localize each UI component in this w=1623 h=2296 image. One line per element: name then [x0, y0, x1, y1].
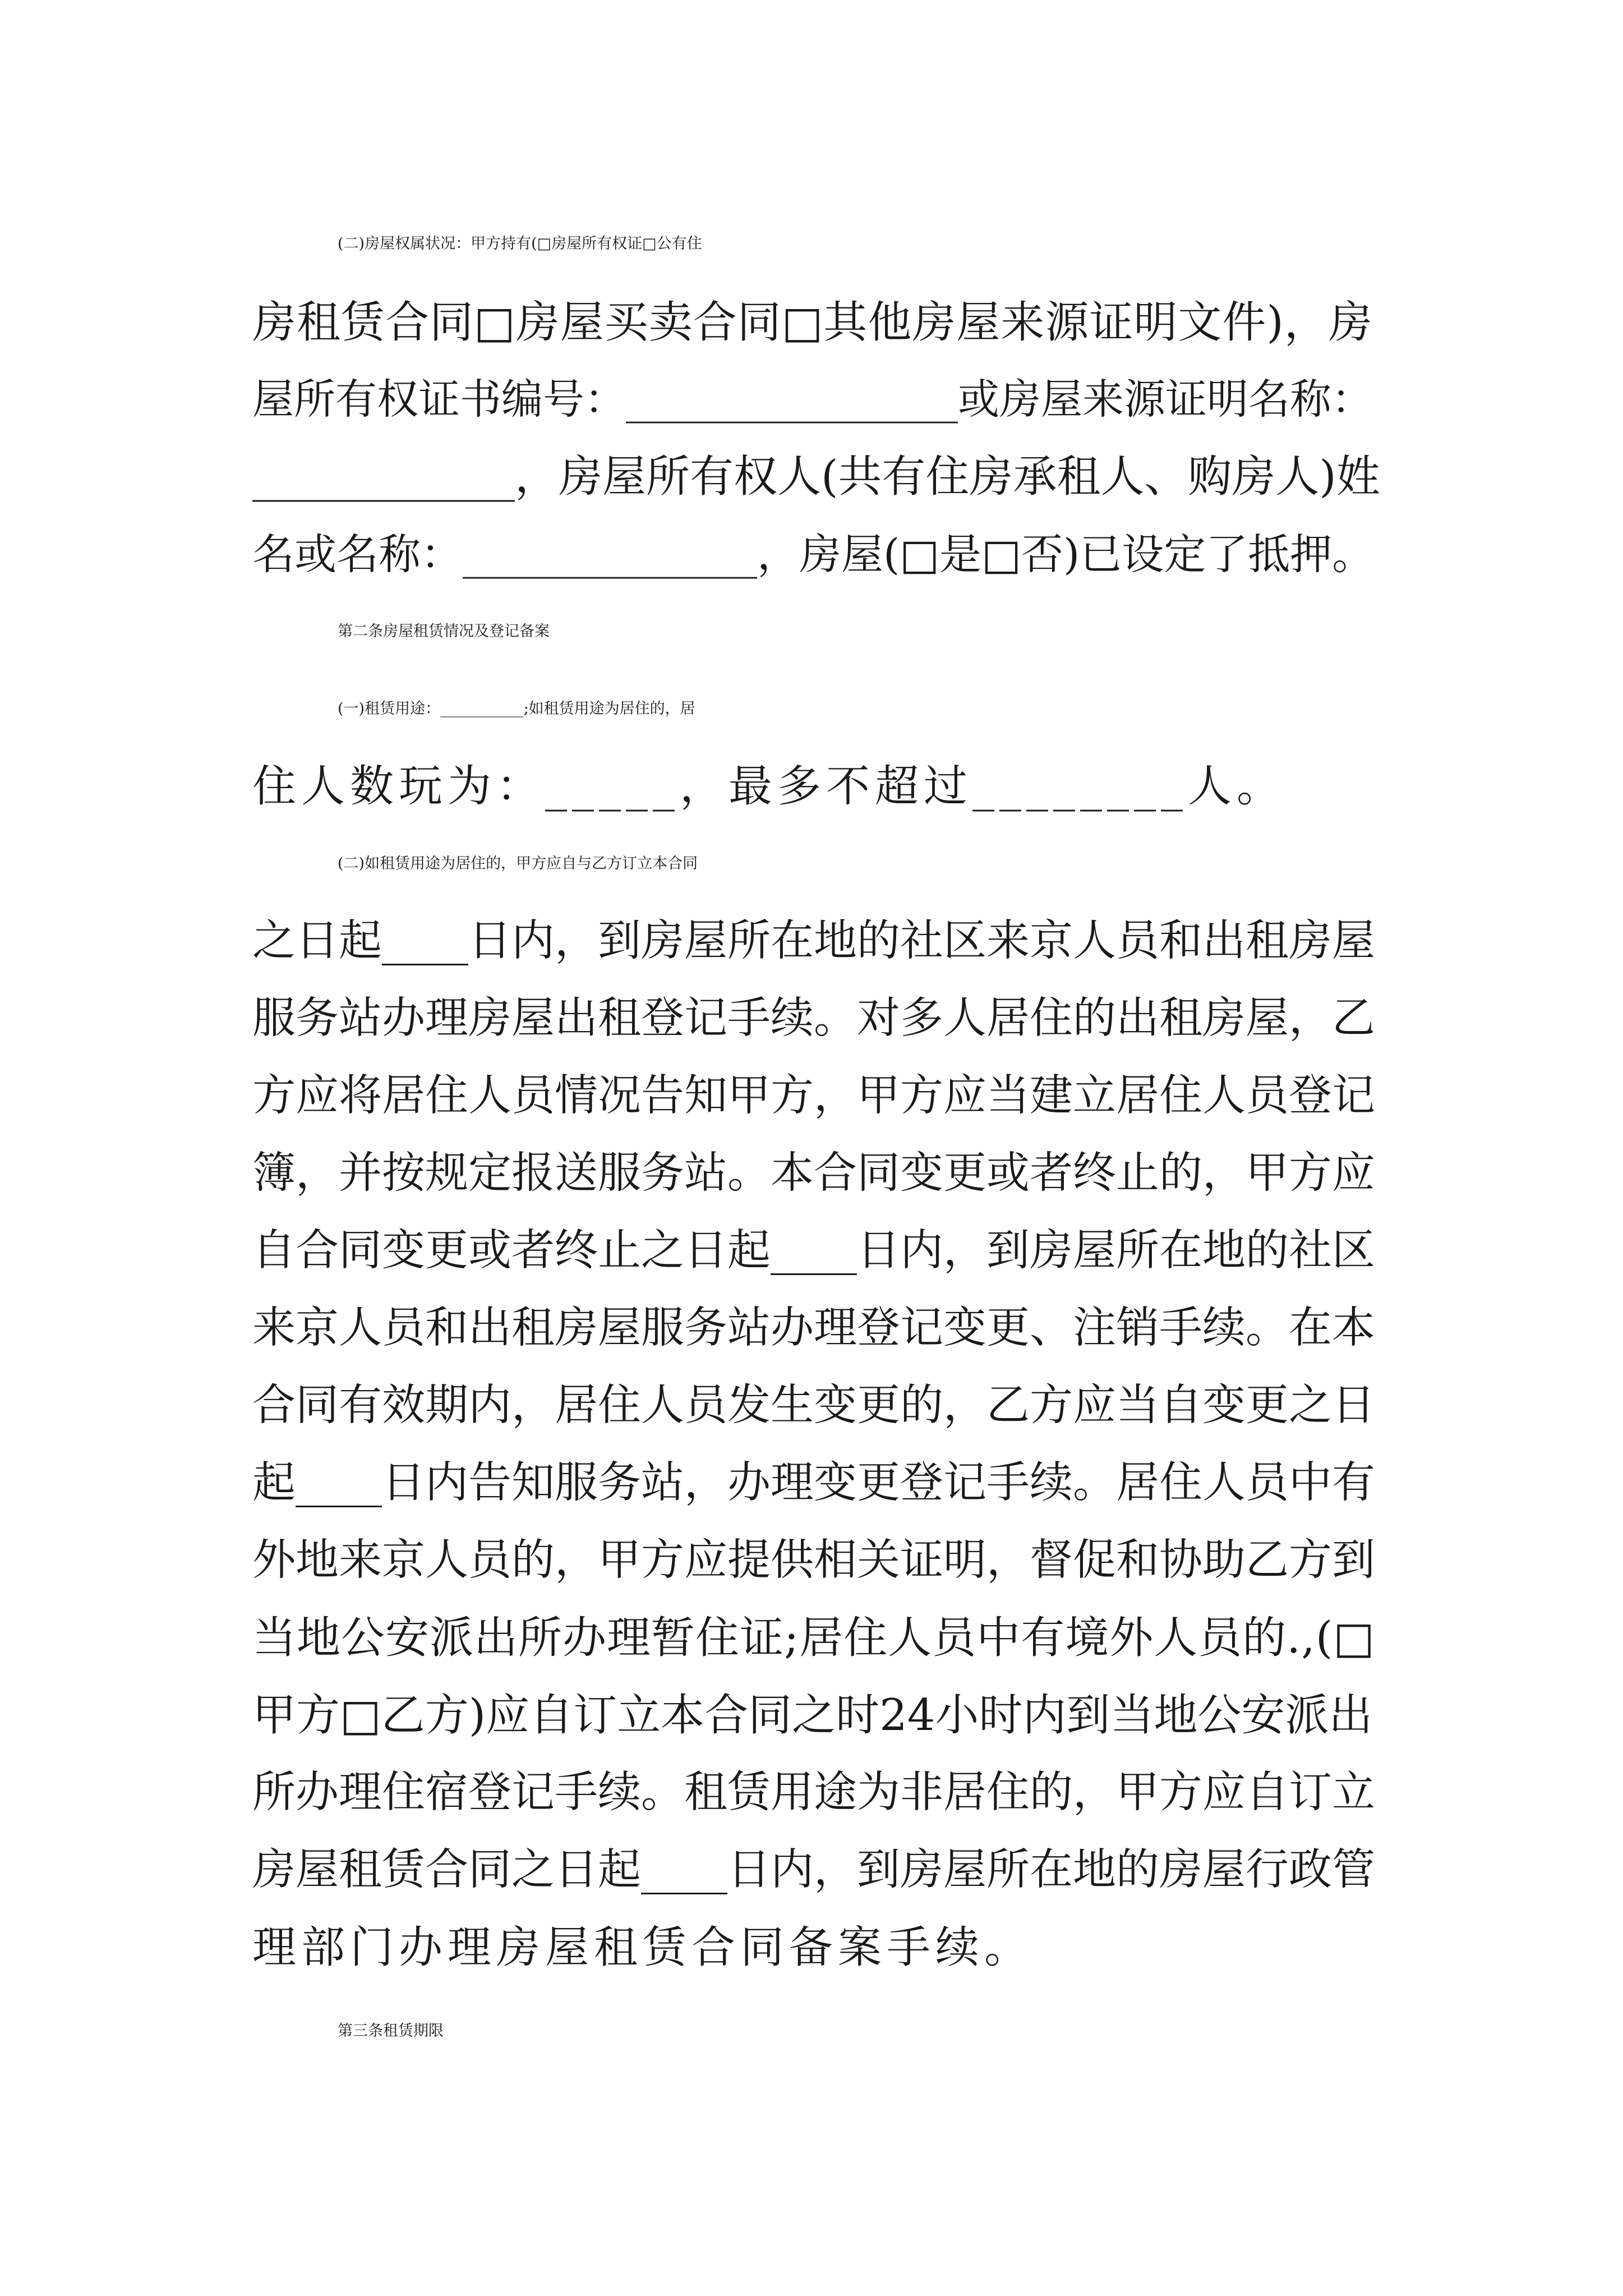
section-heading: 第二条房屋租赁情况及登记备案 [338, 623, 550, 640]
text-line: 之日起____日内，到房屋所在地的社区来京人员和出租房屋 [252, 916, 1375, 966]
text-line: 起____日内告知服务站，办理变更登记手续。居住人员中有 [252, 1458, 1375, 1508]
text-line: 房租赁合同□房屋买卖合同□其他房屋来源证明文件)，房 [252, 297, 1373, 348]
text-line: 当地公安派出所办理暂住证;居住人员中有境外人员的.,(□ [252, 1613, 1375, 1663]
text-line: 名或名称：______________，房屋(□是□否)已设定了抵押。 [252, 530, 1375, 579]
text-line: 自合同变更或者终止之日起____日内，到房屋所在地的社区 [252, 1226, 1375, 1276]
text-line: 住人数玩为：_____，最多不超过________人。 [252, 761, 1286, 812]
text-line: 甲方□乙方)应自订立本合同之时24小时内到当地公安派出 [252, 1690, 1373, 1741]
text-line: ____________，房屋所有权人(共有住房承租人、购房人)姓 [252, 452, 1380, 502]
text-line: 簿，并按规定报送服务站。本合同变更或者终止的，甲方应 [252, 1148, 1375, 1198]
text-line: (二)房屋权属状况：甲方持有(□房屋所有权证□公有住 [338, 235, 702, 252]
text-line: (一)租赁用途：___________;如租赁用途为居住的，居 [338, 700, 695, 717]
text-line: 来京人员和出租房屋服务站办理登记变更、注销手续。在本 [252, 1303, 1375, 1353]
text-line: 方应将居住人员情况告知甲方，甲方应当建立居住人员登记 [252, 1071, 1375, 1121]
text-line: 理部门办理房屋租赁合同备案手续。 [252, 1922, 1034, 1973]
text-line: 服务站办理房屋出租登记手续。对多人居住的出租房屋，乙 [252, 993, 1375, 1043]
text-line: (二)如租赁用途为居住的，甲方应自与乙方订立本合同 [338, 855, 698, 872]
text-line: 所办理住宿登记手续。租赁用途为非居住的，甲方应自订立 [252, 1768, 1375, 1818]
text-line: 房屋租赁合同之日起____日内，到房屋所在地的房屋行政管 [252, 1845, 1375, 1895]
section-heading: 第三条租赁期限 [338, 2022, 444, 2040]
text-line: 外地来京人员的，甲方应提供相关证明，督促和协助乙方到 [252, 1535, 1375, 1585]
text-line: 屋所有权证书编号：________________或房屋来源证明名称： [252, 375, 1373, 424]
text-line: 合同有效期内，居住人员发生变更的，乙方应当自变更之日 [252, 1381, 1375, 1430]
